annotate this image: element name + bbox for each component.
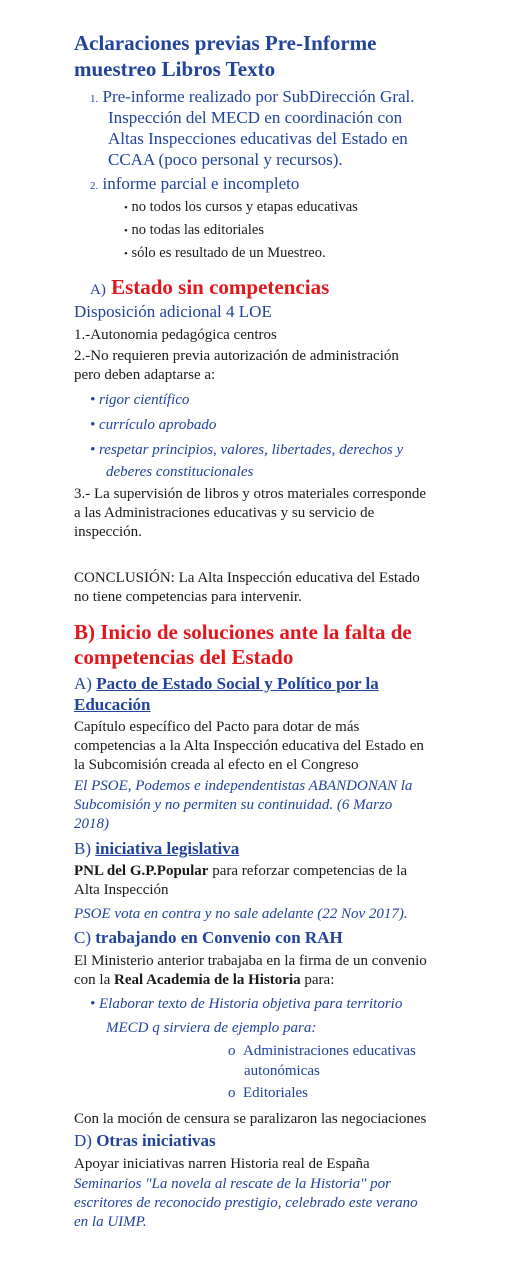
subsection-b-bold: PNL del G.P.Popular <box>74 863 209 879</box>
section-b-title-line2: competencias del Estado <box>74 645 294 669</box>
subsection-a-heading <box>74 673 379 694</box>
intro-bullet: • no todos los cursos y etapas educativas <box>124 199 358 215</box>
subsection-c-bullet-continuation: MECD q sirviera de ejemplo para: <box>106 1020 317 1036</box>
intro-item-1-line: CCAA (poco personal y recursos). <box>108 150 343 169</box>
section-a-line-1: 1.-Autonomia pedagógica centros <box>74 327 277 343</box>
bullet-dot-icon: • <box>124 248 128 260</box>
subsection-c-subitem: o Editoriales <box>228 1085 308 1101</box>
page-title-line2: muestreo Libros Texto <box>74 57 276 81</box>
section-a-line-2b: pero deben adaptarse a: <box>74 367 216 383</box>
subsection-b-heading <box>74 838 239 859</box>
subsection-c-line-1: El Ministerio anterior trabajaba en la firma de un convenio <box>74 953 427 969</box>
subsection-d-title: Otras iniciativas <box>96 1131 216 1150</box>
section-a-line-3c: inspección. <box>74 524 142 540</box>
bullet-dot-icon: • <box>90 442 96 458</box>
section-a-line-2a: 2.-No requieren previa autorización de administración <box>74 348 399 364</box>
section-a-prefix: A) <box>90 282 106 298</box>
subsection-a-title: Pacto de Estado Social y Político por la <box>96 674 379 693</box>
subsection-d-heading <box>74 1130 216 1151</box>
subsection-d-line-1: Apoyar iniciativas narren Historia real de España <box>74 1156 370 1172</box>
section-a-title: Estado sin competencias <box>111 275 330 299</box>
page-title-line1: Aclaraciones previas Pre-Informe <box>74 31 377 55</box>
intro-item-2-number: 2. <box>90 180 99 192</box>
intro-item-1-number: 1. <box>90 93 99 105</box>
subsection-b-line-2: Alta Inspección <box>74 882 169 898</box>
subsection-d-italic: escritores de reconocido prestigio, celebrado este verano <box>74 1195 418 1211</box>
subsection-c-prefix: C) <box>74 928 96 947</box>
subsection-b-rest: para reforzar competencias de la <box>208 863 408 879</box>
circle-bullet-icon: o <box>228 1043 236 1059</box>
subsection-a-prefix: A) <box>74 674 97 693</box>
bullet-dot-icon: • <box>90 417 96 433</box>
subsection-a-title-line2: Educación <box>74 695 151 714</box>
subsection-c-subitem: o Administraciones educativas <box>228 1043 416 1059</box>
subsection-b-title: iniciativa legislativa <box>95 839 240 858</box>
intro-item-2-text: informe parcial e incompleto <box>102 174 300 193</box>
intro-item-1-line: Pre-informe realizado por SubDirección Gral. <box>102 87 415 106</box>
section-a-line-3b: a las Administraciones educativas y su servicio de <box>74 505 375 521</box>
subsection-c-after: Con la moción de censura se paralizaron las negociaciones <box>74 1111 427 1127</box>
subsection-d-italic: Seminarios "La novela al rescate de la Historia" por <box>74 1176 392 1192</box>
subsection-c-subitem-continuation: autonómicas <box>244 1063 320 1079</box>
subsection-c-bullet: • Elaborar texto de Historia objetiva para territorio <box>90 996 403 1012</box>
section-a-conclusion-b: no tiene competencias para intervenir. <box>74 589 302 605</box>
intro-bullet: • no todas las editoriales <box>124 222 264 238</box>
section-a-bullet: • rigor científico <box>90 392 190 408</box>
section-a-bullet-continuation: deberes constitucionales <box>106 464 254 480</box>
bullet-dot-icon: • <box>90 996 96 1012</box>
subsection-a-italic: 2018) <box>74 816 109 832</box>
subsection-a-line: la Subcomisión creada al efecto en el Congreso <box>74 757 359 773</box>
subsection-c-line-2: con la Real Academia de la Historia para: <box>74 972 335 988</box>
subsection-a-line: competencias a la Alta Inspección educativa del Estado en <box>74 738 424 754</box>
subsection-b-prefix: B) <box>74 839 96 858</box>
section-a-bullet: • currículo aprobado <box>90 417 217 433</box>
subsection-b-line-1 <box>74 862 407 881</box>
section-b-title-line1: B) Inicio de soluciones ante la falta de <box>74 620 412 644</box>
section-a-subtitle: Disposición adicional 4 LOE <box>74 302 272 321</box>
section-a-heading <box>90 275 329 302</box>
bullet-dot-icon: • <box>124 202 128 214</box>
intro-item-2 <box>90 173 299 197</box>
section-a-conclusion-a: CONCLUSIÓN: La Alta Inspección educativa del Estado <box>74 570 420 586</box>
bullet-dot-icon: • <box>124 225 128 237</box>
section-a-bullet: • respetar principios, valores, libertades, derechos y <box>90 442 404 458</box>
bullet-dot-icon: • <box>90 392 96 408</box>
subsection-a-line: Capítulo específico del Pacto para dotar de más <box>74 719 360 735</box>
circle-bullet-icon: o <box>228 1085 236 1101</box>
subsection-d-italic: en la UIMP. <box>74 1214 147 1230</box>
intro-item-1-line: Inspección del MECD en coordinación con <box>108 108 403 127</box>
section-a-line-3a: 3.- La supervisión de libros y otros materiales corresponde <box>74 486 426 502</box>
subsection-b-italic: PSOE vota en contra y no sale adelante (22 Nov 2017). <box>74 906 408 922</box>
rah-name: Real Academia de la Historia <box>113 972 301 988</box>
subsection-a-italic: Subcomisión y no permiten su continuidad. (6 Marzo <box>74 797 393 813</box>
subsection-c-title: trabajando en Convenio con RAH <box>95 928 343 947</box>
subsection-d-prefix: D) <box>74 1131 97 1150</box>
subsection-c-heading <box>74 927 343 948</box>
intro-item-1-line: Altas Inspecciones educativas del Estado en <box>108 129 408 148</box>
intro-bullet: • sólo es resultado de un Muestreo. <box>124 245 326 261</box>
subsection-a-italic: El PSOE, Podemos e independentistas ABANDONAN la <box>74 778 413 794</box>
